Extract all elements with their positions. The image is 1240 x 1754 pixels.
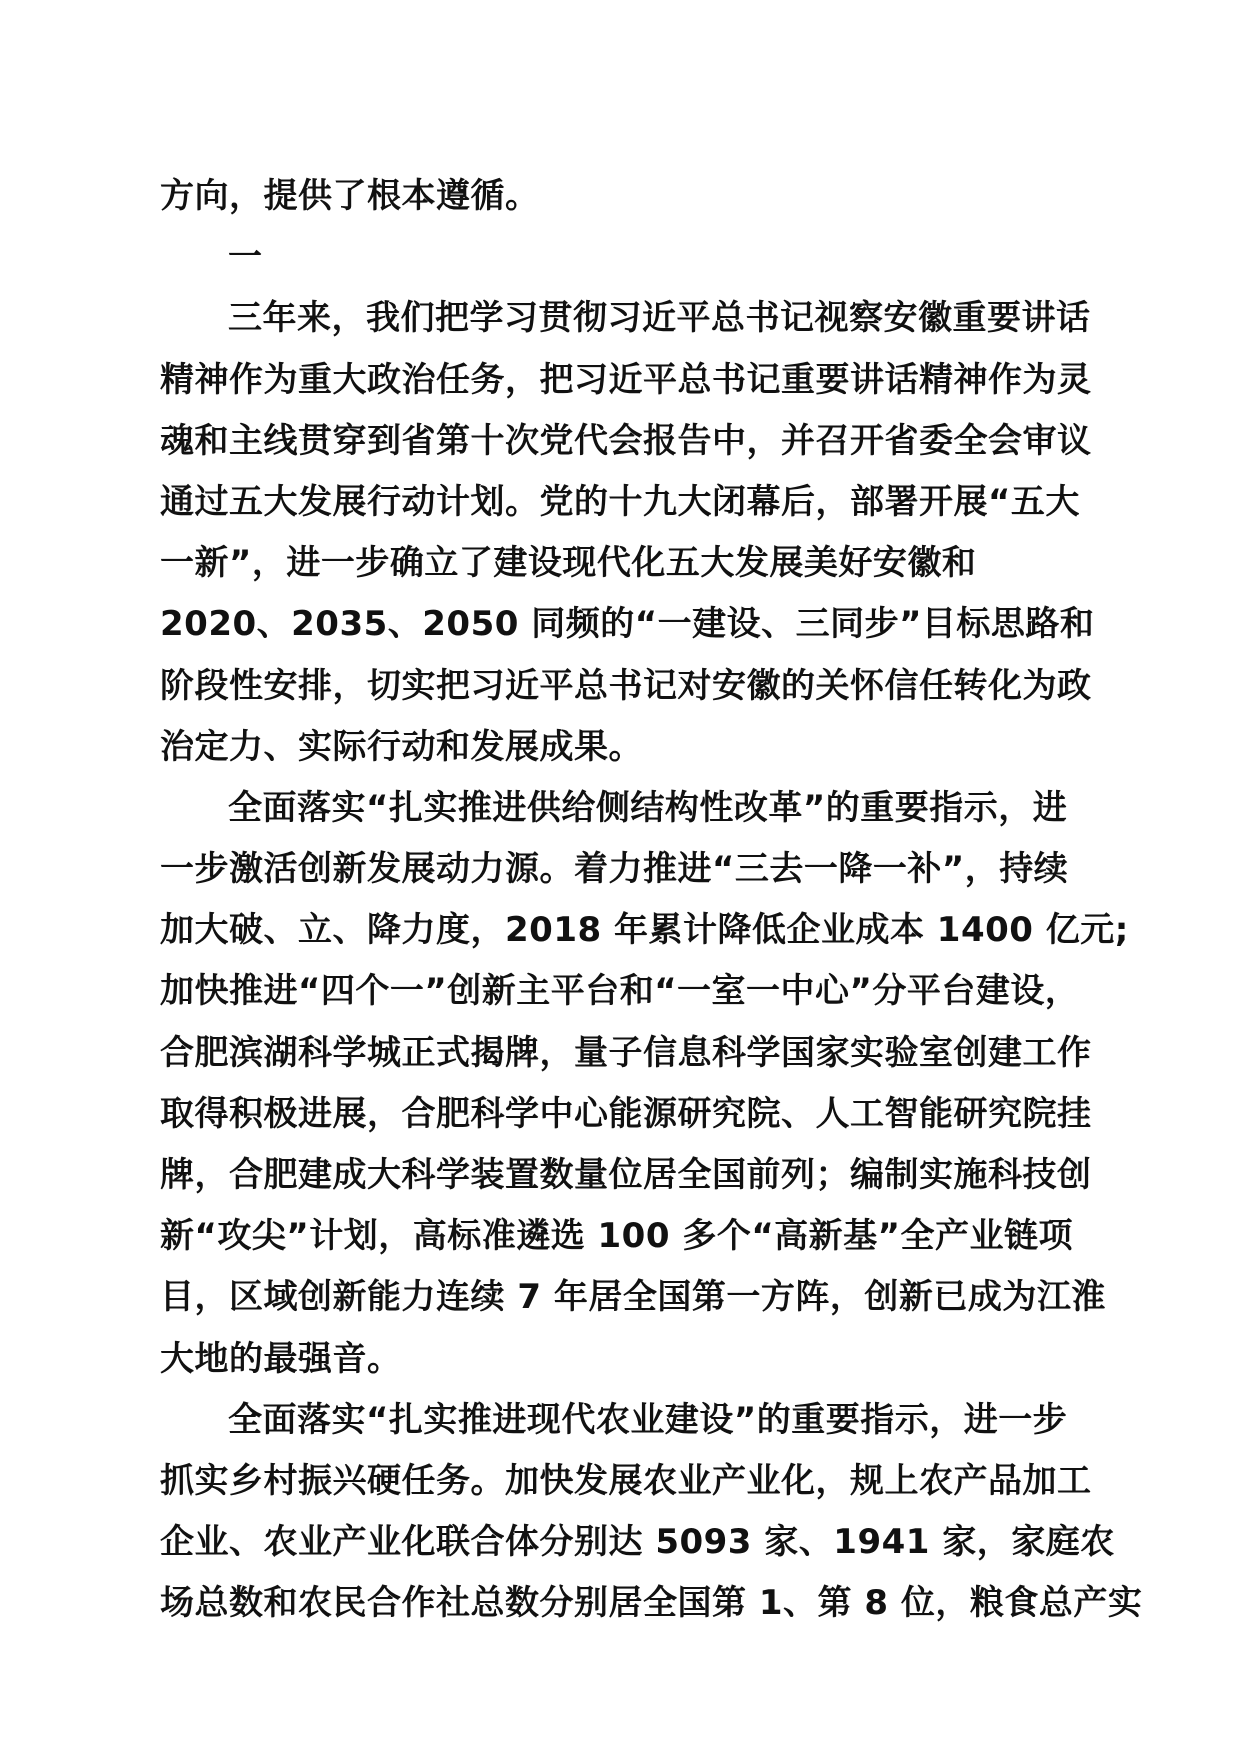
section-number: 一 xyxy=(228,237,263,278)
text-line-5: 魂和主线贯穿到省第十次党代会报告中，并召开省委全会审议 xyxy=(160,420,1092,461)
text-line-24: 场总数和农民合作社总数分别居全国第 1、第 8 位，粮食总产实 xyxy=(160,1583,1143,1624)
text-line-23: 企业、农业产业化联合体分别达 5093 家、1941 家，家庭农 xyxy=(160,1522,1115,1563)
text-line-22: 抓实乡村振兴硬任务。加快发展农业产业化，规上农产品加工 xyxy=(160,1460,1092,1501)
text-line-7: 一新”，进一步确立了建设现代化五大发展美好安徽和 xyxy=(160,543,977,584)
text-line-10: 治定力、实际行动和发展成果。 xyxy=(160,726,643,767)
text-line-3: 三年来，我们把学习贯彻习近平总书记视察安徽重要讲话 xyxy=(228,298,1091,339)
text-line-1: 方向，提供了根本遵循。 xyxy=(160,176,540,216)
text-line-15: 合肥滨湖科学城正式揭牌，量子信息科学国家实验室创建工作 xyxy=(160,1032,1092,1073)
text-line-8: 2020、2035、2050 同频的“一建设、三同步”目标思路和 xyxy=(160,604,1095,645)
text-line-18: 新“攻尖”计划，高标准遴选 100 多个“高新基”全产业链项 xyxy=(160,1216,1074,1257)
text-line-16: 取得积极进展，合肥科学中心能源研究院、人工智能研究院挂 xyxy=(160,1093,1092,1134)
text-line-4: 精神作为重大政治任务，把习近平总书记重要讲话精神作为灵 xyxy=(160,359,1092,400)
text-line-20: 大地的最强音。 xyxy=(160,1338,402,1379)
document-body xyxy=(160,166,1143,1635)
text-line-6: 通过五大发展行动计划。党的十九大闭幕后，部署开展“五大 xyxy=(160,481,1080,522)
text-line-21: 全面落实“扎实推进现代农业建设”的重要指示，进一步 xyxy=(228,1399,1068,1440)
text-line-19: 目，区域创新能力连续 7 年居全国第一方阵，创新已成为江淮 xyxy=(160,1277,1106,1318)
text-line-14: 加快推进“四个一”创新主平台和“一室一中心”分平台建设， xyxy=(160,971,1080,1012)
text-line-9: 阶段性安排，切实把习近平总书记对安徽的关怀信任转化为政 xyxy=(160,665,1092,706)
text-line-12: 一步激活创新发展动力源。着力推进“三去一降一补”，持续 xyxy=(160,849,1069,890)
text-line-17: 牌，合肥建成大科学装置数量位居全国前列；编制实施科技创 xyxy=(160,1155,1092,1195)
text-line-11: 全面落实“扎实推进供给侧结构性改革”的重要指示，进 xyxy=(228,787,1068,828)
text-line-13: 加大破、立、降力度，2018 年累计降低企业成本 1400 亿元; xyxy=(160,910,1129,951)
